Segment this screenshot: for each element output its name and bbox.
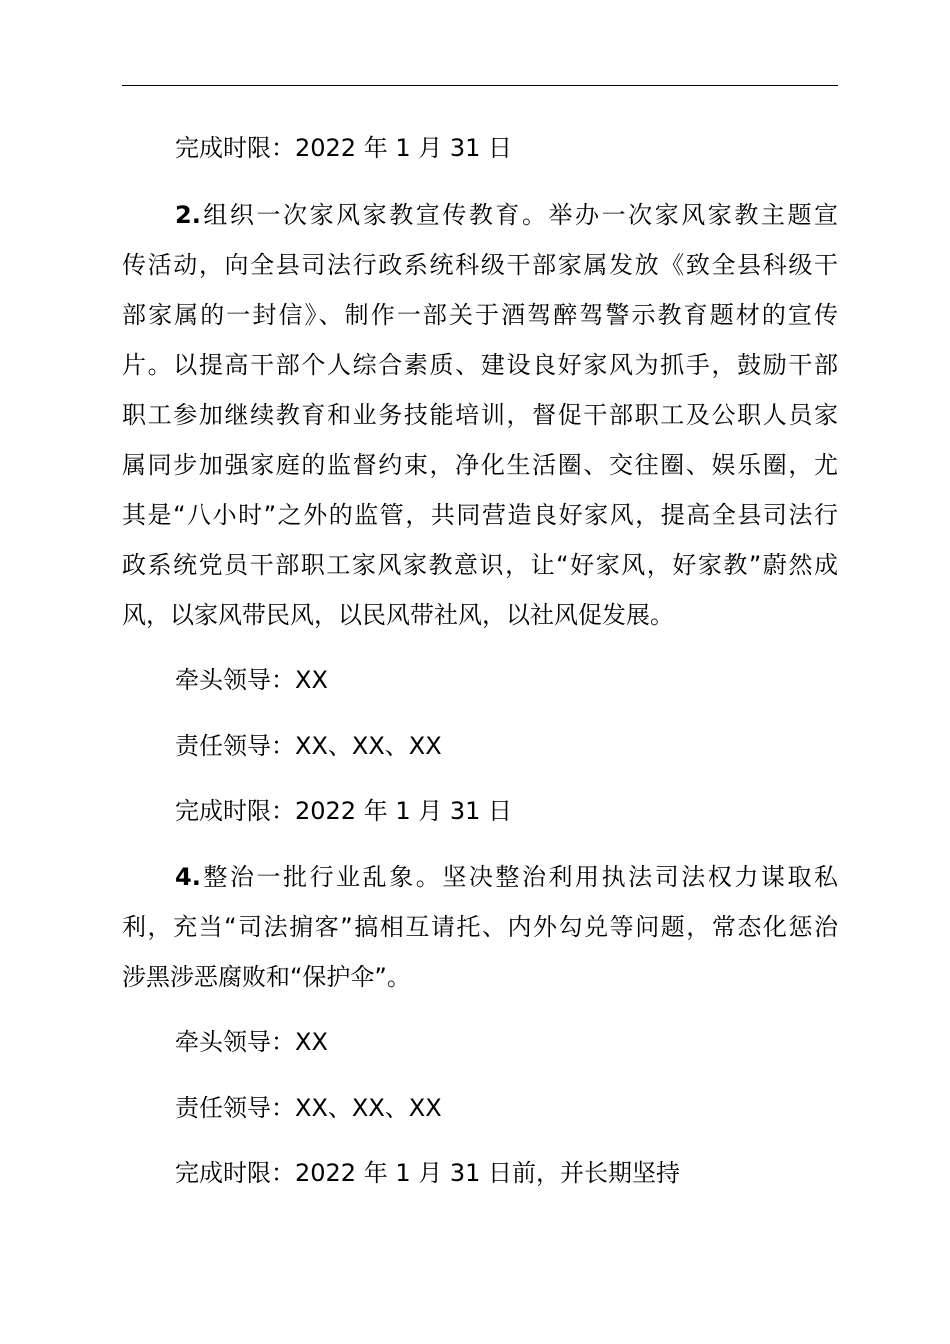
deadline-line: 完成时限：2022 年 1 月 31 日 <box>175 797 513 825</box>
item-2-line-2: 传活动，向全县司法行政系统科级干部家属发放《致全县科级干 <box>122 251 838 279</box>
deadline-line: 完成时限：2022 年 1 月 31 日 <box>175 134 513 162</box>
lead-leader-line: 牵头领导：XX <box>175 666 328 694</box>
item-number: 2. <box>175 201 201 229</box>
item-4-line-3: 涉黑涉恶腐败和“保护伞”。 <box>122 963 411 991</box>
item-4-line-2: 利，充当“司法掮客”搞相互请托、内外勾兑等问题，常态化惩治 <box>122 913 838 941</box>
responsible-leader-line: 责任领导：XX、XX、XX <box>175 732 442 760</box>
deadline-line: 完成时限：2022 年 1 月 31 日前，并长期坚持 <box>175 1159 681 1187</box>
item-2-line-6: 属同步加强家庭的监督约束，净化生活圈、交往圈、娱乐圈，尤 <box>122 451 838 479</box>
header-rule <box>122 85 838 86</box>
item-2-line-5: 职工参加继续教育和业务技能培训，督促干部职工及公职人员家 <box>122 401 838 429</box>
item-2-line-8: 政系统党员干部职工家风家教意识，让“好家风，好家教”蔚然成 <box>122 551 838 579</box>
item-2-line-3: 部家属的一封信》、制作一部关于酒驾醉驾警示教育题材的宣传 <box>122 301 838 329</box>
item-4-line-1 <box>175 862 838 892</box>
responsible-leader-line: 责任领导：XX、XX、XX <box>175 1094 442 1122</box>
item-2-line-7: 其是“八小时”之外的监管，共同营造良好家风，提高全县司法行 <box>122 501 838 529</box>
item-2-line-9: 风，以家风带民风，以民风带社风，以社风促发展。 <box>122 601 674 629</box>
lead-leader-line: 牵头领导：XX <box>175 1028 328 1056</box>
item-2-heading-text: 组织一次家风家教宣传教育。举办一次家风家教主题宣 <box>200 201 838 229</box>
item-4-heading-text: 整治一批行业乱象。坚决整治利用执法司法权力谋取私 <box>200 863 838 891</box>
item-number: 4. <box>175 863 201 891</box>
item-2-line-4: 片。以提高干部个人综合素质、建设良好家风为抓手，鼓励干部 <box>122 351 838 379</box>
item-2-line-1 <box>175 200 838 230</box>
